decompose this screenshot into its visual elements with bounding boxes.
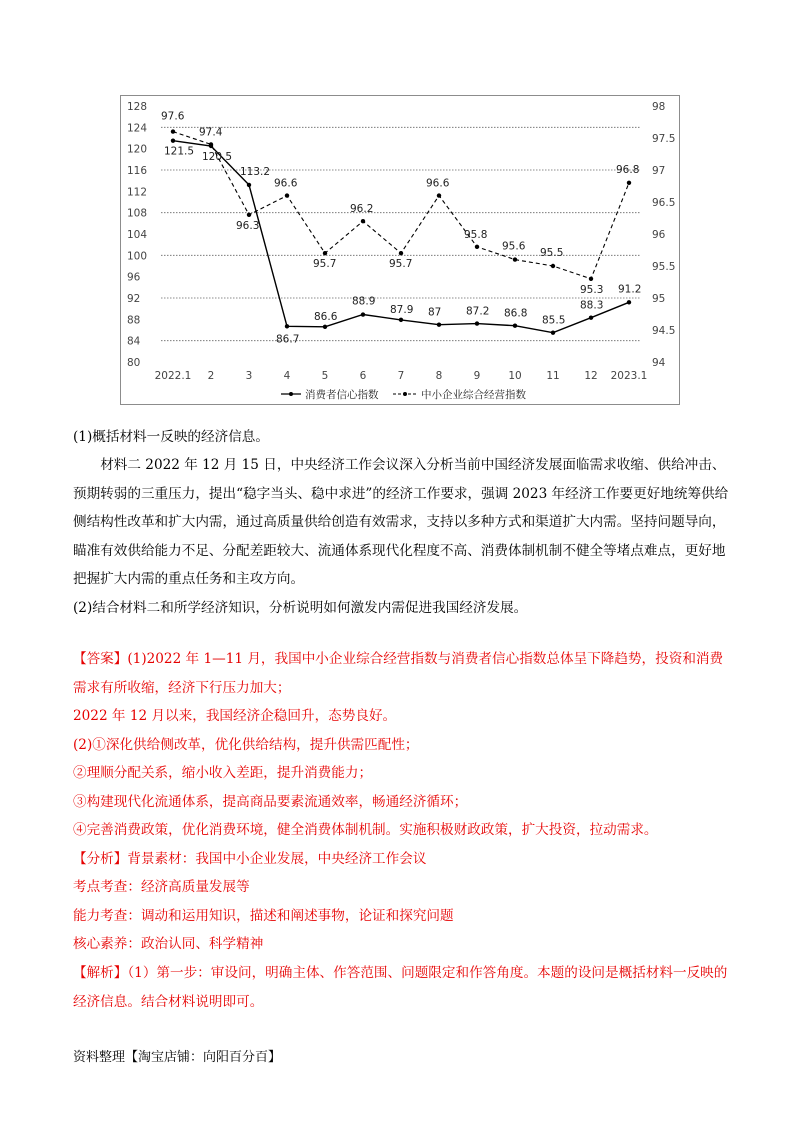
- legend-label-consumer: 消费者信心指数: [305, 389, 379, 401]
- line-chart: [120, 95, 680, 405]
- sme-index-label: 95.3: [580, 283, 604, 296]
- sme-index-point: [589, 277, 593, 281]
- right-axis-ticks: [652, 101, 675, 369]
- left-tick-label: 128: [127, 101, 148, 113]
- x-tick-label: 5: [321, 370, 329, 382]
- left-tick-label: 96: [127, 271, 141, 284]
- consumer-confidence-point: [589, 316, 593, 320]
- sme-index-label: 96.3: [236, 219, 260, 232]
- sme-index-label: 96.6: [274, 177, 298, 190]
- left-tick-label: 124: [127, 122, 148, 135]
- consumer-confidence-label: 91.2: [618, 283, 642, 296]
- sme-index-label: 95.7: [389, 258, 413, 271]
- question-2: (2)结合材料二和所学经济知识，分析说明如何激发内需促进我国经济发展。: [73, 600, 528, 616]
- consumer-confidence-label: 88.3: [580, 299, 604, 312]
- consumer-confidence-point: [513, 324, 517, 328]
- sme-index-label: 97.4: [199, 126, 223, 139]
- right-tick-label: 95.5: [652, 261, 676, 273]
- left-tick-label: 100: [127, 250, 148, 263]
- left-tick-label: 108: [127, 207, 148, 220]
- consumer-confidence-label: 88.9: [352, 295, 376, 308]
- sme-index-point: [513, 257, 517, 261]
- consumer-confidence-point: [475, 321, 479, 325]
- consumer-confidence-point: [323, 325, 327, 329]
- sme-index-point: [627, 181, 631, 185]
- sme-index-point: [171, 129, 175, 133]
- right-tick-label: 97: [652, 165, 666, 177]
- series-layer: [161, 111, 641, 346]
- x-tick-label: 8: [435, 370, 443, 382]
- consumer-confidence-point: [285, 324, 289, 328]
- x-tick-label: 3: [245, 370, 253, 382]
- sme-index-label: 95.8: [464, 228, 488, 241]
- sme-index-label: 95.7: [313, 258, 337, 271]
- answer-part-1: 【答案】(1)2022 年 1—11 月，我国中小企业综合经营指数与消费者信心指数总体呈下降趋势，投资和消费需求有所收缩，经济下行压力加大；: [73, 651, 724, 696]
- consumer-confidence-point: [437, 322, 441, 326]
- answer-part-2d: ④完善消费政策，优化消费环境，健全消费体制机制。实施积极财政政策，扩大投资，拉动需求。: [73, 822, 658, 838]
- answer-part-2c: ③构建现代化流通体系，提高商品要素流通效率，畅通经济循环；: [73, 794, 468, 810]
- explanation: 【解析】（1）第一步：审设问，明确主体、作答范围、问题限定和作答角度。本题的设问是概括材料一反映的经济信息。结合材料说明即可。: [73, 965, 728, 1010]
- sme-index-label: 95.5: [540, 247, 564, 259]
- right-tick-label: 96.5: [652, 197, 676, 209]
- right-tick-label: 98: [652, 101, 666, 113]
- consumer-confidence-label: 86.8: [504, 307, 528, 320]
- analysis-topic: 考点考查：经济高质量发展等: [73, 879, 250, 895]
- left-tick-label: 120: [127, 143, 148, 156]
- consumer-confidence-label: 87.2: [466, 305, 490, 318]
- left-axis-ticks: [127, 101, 147, 369]
- right-tick-label: 94: [652, 357, 666, 369]
- sme-index-point: [475, 245, 479, 249]
- analysis-background: 【分析】背景素材：我国中小企业发展，中央经济工作会议: [73, 851, 427, 867]
- footer-source: 资料整理【淘宝店铺：向阳百分百】: [73, 1050, 282, 1065]
- x-tick-label: 2022.1: [154, 370, 192, 382]
- x-tick-label: 12: [584, 370, 598, 382]
- question-1: (1)概括材料一反映的经济信息。: [73, 429, 269, 445]
- consumer-confidence-label: 120.5: [202, 151, 233, 163]
- analysis-literacy: 核心素养：政治认同、科学精神: [73, 936, 264, 952]
- sme-index-point: [399, 251, 403, 255]
- x-axis-ticks: [155, 370, 648, 382]
- analysis-ability: 能力考查：调动和运用知识，描述和阐述事物，论证和探究问题: [73, 908, 454, 924]
- x-tick-label: 10: [508, 370, 522, 382]
- consumer-confidence-point: [171, 138, 175, 142]
- consumer-confidence-point: [247, 183, 251, 187]
- consumer-confidence-label: 86.7: [276, 333, 300, 346]
- sme-index-point: [361, 219, 365, 223]
- x-tick-label: 2023.1: [610, 370, 648, 382]
- legend-solid-marker: [289, 392, 293, 396]
- x-tick-label: 6: [359, 370, 367, 382]
- x-tick-label: 7: [397, 370, 405, 382]
- material-2: 材料二 2022 年 12 月 15 日，中央经济工作会议深入分析当前中国经济发展面临需求收缩、供给冲击、预期转弱的三重压力，提出“稳字当头、稳中求进”的经济工作要求，强调 2023 年经济工作要更好地统筹供给侧结构性改革和扩大内需，通过高质量供给创造有效需求，支持以多种方式和渠道扩大内需。坚持问题导向，瞄准有效供给能力不足、分配差距较大、流通体系现代化程度不高、消费体制机制不健全等堵点难点，更好地把握扩大内需的重点任务和主攻方向。: [73, 457, 729, 587]
- consumer-confidence-label: 121.5: [164, 145, 195, 158]
- sme-index-label: 96.2: [350, 203, 374, 216]
- right-tick-label: 96: [652, 229, 666, 241]
- left-tick-label: 112: [127, 186, 148, 199]
- sme-index-label: 95.6: [502, 240, 526, 253]
- x-tick-label: 2: [207, 370, 215, 382]
- right-tick-label: 95: [652, 293, 666, 305]
- left-tick-label: 84: [127, 335, 141, 348]
- legend-dashed-marker: [403, 392, 407, 396]
- consumer-confidence-label: 87.9: [390, 303, 414, 316]
- sme-index-point: [323, 251, 327, 255]
- sme-index-label: 97.6: [161, 110, 185, 123]
- sme-index-point: [437, 193, 441, 197]
- left-tick-label: 80: [127, 357, 141, 369]
- left-tick-label: 92: [127, 293, 141, 305]
- consumer-confidence-label: 87: [428, 306, 442, 319]
- chart-legend: [281, 388, 526, 401]
- answer-part-1b: 2022 年 12 月以来，我国经济企稳回升，态势良好。: [73, 708, 397, 724]
- sme-index-point: [285, 193, 289, 197]
- x-tick-label: 4: [283, 370, 291, 382]
- consumer-confidence-point: [361, 312, 365, 316]
- chart-svg: [121, 96, 681, 406]
- sme-index-point: [551, 264, 555, 268]
- sme-index-point: [247, 213, 251, 217]
- consumer-confidence-label: 85.5: [542, 314, 566, 327]
- legend-label-sme: 中小企业综合经营指数: [421, 389, 526, 401]
- consumer-confidence-point: [627, 300, 631, 304]
- left-tick-label: 88: [127, 314, 141, 327]
- x-tick-label: 9: [473, 370, 481, 382]
- consumer-confidence-label: 113.2: [240, 165, 271, 178]
- answer-part-2a: (2)①深化供给侧改革，优化供给结构，提升供需匹配性；: [73, 737, 419, 753]
- sme-index-point: [209, 142, 213, 146]
- consumer-confidence-point: [399, 318, 403, 322]
- right-tick-label: 97.5: [652, 133, 676, 145]
- right-tick-label: 94.5: [652, 325, 676, 337]
- sme-index-label: 96.6: [426, 177, 450, 190]
- sme-index-label: 96.8: [616, 163, 640, 176]
- x-tick-label: 11: [546, 370, 560, 382]
- left-tick-label: 116: [127, 165, 148, 177]
- consumer-confidence-label: 86.6: [314, 310, 338, 323]
- left-tick-label: 104: [127, 229, 148, 241]
- consumer-confidence-point: [551, 330, 555, 334]
- answer-part-2b: ②理顺分配关系，缩小收入差距，提升消费能力；: [73, 765, 373, 781]
